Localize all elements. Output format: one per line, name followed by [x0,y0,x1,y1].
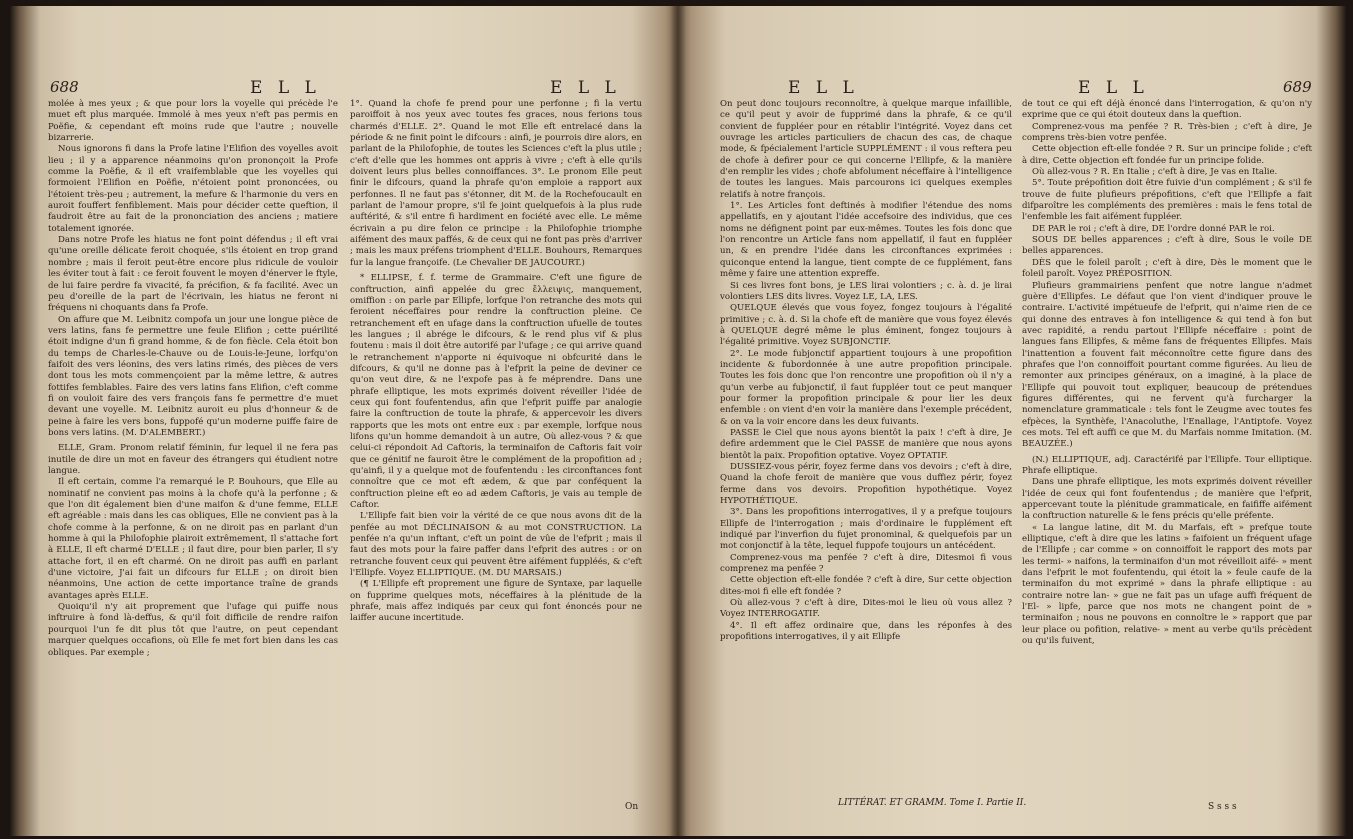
paragraph: Si ces livres font bons, je LES lirai volontiers ; c. à. d. je lirai volontiers LES dits livres. Voyez LE, LA, LES. [720,280,1012,302]
paragraph: DUSSIEZ-vous périr, foyez ferme dans vos devoirs ; c'eft à dire, Quand la chofe feroit de manière que vous duffiez périr, foyez ferme dans vos devoirs. Propofition hypothétique. Voyez HYPOTHÉTIQUE. [720,462,1012,507]
paragraph: On peut donc toujours reconnoître, à quelque marque infaillible, ce qu'il peut y avoir de fupprimé dans la phrafe, & ce qu'il convient de fuppléer pour en rétablir l'intégrité. Voyez dans cet ouvrage les articles particuliers de chacun des cas, de chaque mode, & fpécialement l'article SUPPLÉMENT : il vous reftera peu de chofe à defirer pour ce qui concerne l'Ellipfe, & la manière d'en remplir les vides ; chofe abfolument néceffaire à l'intelligence de toutes les langues. Mais parcourons ici quelques exemples relatifs à notre françois. [720,99,1012,200]
book-gutter [670,6,686,836]
left-page [10,6,678,836]
right-page-number: 689 [1283,78,1312,96]
paragraph: molée à mes yeux ; & que pour lors la voyelle qui précède l'e muet eft plus marquée. Immolé à mes yeux n'eft pas permis en Poëfie, & cependant eft moins rude que l'autre ; nouvelle bizarrerie. [48,99,338,144]
paragraph: Dans notre Profe les hiatus ne font point défendus ; il eft vrai qu'une oreille délicate feroit choquée, s'ils étoient en trop grand nombre ; mais il feroit peut-être encore plus ridicule de vouloir les éviter tout à fait : ce feroit fouvent le moyen d'énerver le ftyle, de lui faire perdre fa vivacité, fa précifion, & fa facilité. Avec un peu d'oreille de la part de l'écrivain, les hiatus ne feront ni fréquens ni choquants dans fa Profe. [48,235,338,314]
paragraph: Où allez-vous ? c'eft à dire, Dites-moi le lieu où vous allez ? Voyez INTERROGATIF. [720,598,1012,620]
open-book-spread [10,6,1346,836]
paragraph: Cette objection eft-elle fondée ? c'eft à dire, Sur cette objection dites-moi fi elle eft fondée ? [720,575,1012,597]
paragraph: de tout ce qui eft déjà énoncé dans l'interrogation, & qu'on n'y exprime que ce qui étoit douteux dans la queftion. [1022,99,1312,121]
paragraph: 3°. Dans les propofitions interrogatives, il y a prefque toujours Ellipfe de l'interrogation ; mais d'ordinaire le fupplément eft indiqué par l'inverfion du fujet pronominal, & quelquefois par un mot conjonctif à la tête, lequel fuppofe toujours un antécédent. [720,507,1012,552]
paragraph: Plufieurs grammairiens penfent que notre langue n'admet guère d'Ellipfes. Le défaut que l'on vient d'indiquer prouve le contraire. L'activité impétueufe de l'efprit, qui n'aime rien de ce qui donne des entraves à fon intelligence & qui tend à fon but avec rapidité, a rendu partout l'Ellipfe néceffaire : point de langues fans Ellipfes, & même fans de fréquentes Ellipfes. Mais l'inattention a fouvent fait méconnoître cette figure dans des phrafes que l'on connoiffoit pourtant comme figurées. Au lieu de remonter aux principes généraux, on a imaginé, à la place de l'Ellipfe qui pouvoit tout expliquer, beaucoup de prétendues figures différentes, qui ne fervent qu'à furcharger la nomenclature grammaticale : tels font le Zeugme avec toutes fes efpèces, la Synthèfe, l'Anacoluthe, l'Enallage, l'Antiptofe. Voyez ces mots. Tel eft auffi ce que M. du Marfais nomme Imitation. (M. BEAUZÉE.) [1022,280,1312,450]
paragraph: * ELLIPSE, f. f. terme de Grammaire. C'eft une figure de conftruction, ainfi appelée du grec ἔλλειψις, manquement, omiffion : on parle par Ellipfe, lorfque l'on retranche des mots qui feroient néceffaires pour rendre la conftruction pleine. Ce retranchement eft en ufage dans la conftruction ufuelle de toutes les langues ; il abrége le difcours, & le rend plus vif & plus foutenu : mais il doit être autorifé par l'ufage ; ce qui arrive quand le retranchement n'apporte ni équivoque ni obfcurité dans le difcours, & qu'il ne donne pas à l'efprit la peine de deviner ce qu'on veut dire, & ne l'expofe pas à fe méprendre. Dans une phrafe elliptique, les mots exprimés doivent réveiller l'idée de ceux qui font foufentendus, afin que l'efprit puiffe par analogie faire la conftruction de toute la phrafe, & appercevoir les divers rapports que les mots ont entre eux : par exemple, lorfque nous lifons qu'un homme demandoit à un autre, Où allez-vous ? & que celui-ci répondoit Ad Caftoris, la terminaifon de Caftoris fait voir que ce génitif ne fauroit être le complément de la propofition ad ; qu'ainfi, il y a quelque mot de foufentendu : les circonftances font connoître que ce mot eft ædem, & que par conféquent la conftruction pleine eft eo ad ædem Caftoris, je vais au temple de Caftor. [350,273,642,511]
right-page-column-2 [1022,99,1312,789]
left-page-column-1 [48,99,338,799]
paragraph: « La langue latine, dit M. du Marfais, eft » prefque toute elliptique, c'eft à dire que les latins » faifoient un fréquent ufage de l'Ellipfe ; car comme » on connoiffoit le rapport des mots par les termi- » naifons, la terminaifon d'un mot réveilloit aifé- » ment dans l'efprit le mot foufentendu, qui étoit la » feule caufe de la terminaifon du mot exprimé » dans la phrafe elliptique : au contraire notre lan- » gue ne fait pas un ufage auffi fréquent de l'El- » lipfe, parce que nos mots ne changent point de » terminaifon ; nous ne pouvons en connoître le » rapport que par leur place ou pofition, relative- » ment au verbe qu'ils précèdent ou qu'ils fuivent, [1022,522,1312,647]
paragraph: (¶ L'Ellipfe eft proprement une figure de Syntaxe, par laquelle on fupprime quelques mots, néceffaires à la plénitude de la phrafe, mais affez indiqués par ceux qui font énoncés pour ne laiffer aucune incertitude. [350,579,642,624]
paragraph: 4°. Il eft affez ordinaire que, dans les réponfes à des propofitions interrogatives, il y ait Ellipfe [720,620,1012,643]
paragraph: Où allez-vous ? R. En Italie ; c'eft à dire, Je vas en Italie. [1032,167,1278,178]
paragraph: 2°. Le mode fubjonctif appartient toujours à une propofition incidente & fubordonnée à une autre propofition principale. Toutes les fois donc que l'on rencontre une propofition où il n'y a qu'un verbe au fubjonctif, il faut fuppléer tout ce peut manquer pour former la propofition principale & pour lier les deux enfemble : on vient d'en voir la manière dans l'exemple précédent, & on va la voir encore dans les deux fuivants. [720,348,1012,427]
catchword: On [625,802,639,812]
right-running-header-left: E L L [788,78,859,98]
left-running-header-left: E L L [250,78,321,98]
paragraph: QUELQUE élevés que vous foyez, fongez toujours à l'égalité primitive ; c. à. d. Si la chofe eft de manière que vous foyez élevés à QUELQUE degré même le plus éminent, fongez toujours à l'égalité primitive. Voyez SUBJONCTIF. [720,303,1012,348]
paragraph: ELLE, Gram. Pronom relatif féminin, fur lequel il ne fera pas inutile de dire un mot en faveur des étrangers qui étudient notre langue. [48,443,338,476]
paragraph: 1°. Les Articles font deftinés à modifier l'étendue des noms appellatifs, en y ajoutant l'idée accefsoire des individus, que ces noms ne défignent point par eux-mêmes. Toutes les fois donc que l'on rencontre un Article fans nom appellatif, il faut en fuppléer un, & en prendre l'idée dans les circonftances exprimées : quiconque entend la langue, tient compte de ce fupplément, fans même y faire une attention expreffe. [720,201,1012,280]
right-page [678,6,1346,836]
paragraph: SOUS DE belles apparences ; c'eft à dire, Sous le voile DE belles apparences. [1022,235,1312,257]
left-page-column-2 [350,99,642,789]
paragraph: Il eft certain, comme l'a remarqué le P. Bouhours, que Elle au nominatif ne convient pas moins à la chofe qu'à la perfonne ; & que l'on dit également bien d'une maifon & d'une femme, ELLE eft agréable : mais dans les cas obliques, Elle ne convient pas à la chofe comme à la perfonne, & on ne diroit pas en parlant d'un homme à qui la Philofophie plairoit extrêmement, Il s'attache fort à ELLE, Il eft charmé D'ELLE ; il faut dire, pour bien parler, Il s'y attache fort, il en eft charmé. On ne diroit pas auffi en parlant d'une victoire, J'ai fait un difcours fur ELLE ; on diroit bien néanmoins, Une action de cette importance traîne de grands avantages après ELLE. [48,477,338,601]
printer-footer: LITTÉRAT. ET GRAMM. Tome I. Partie II. [838,798,1027,808]
right-running-header-right: E L L [1078,78,1149,98]
paragraph: Quoiqu'il n'y ait proprement que l'ufage qui puiffe nous inftruire à fond là-deffus, & qu'il foit difficile de rendre raifon pourquoi l'un fe dit plus tôt que l'autre, on peut cependant marquer quelques occafions, où Elle fe met fort bien dans les cas obliques. Par exemple ; [48,602,338,658]
paragraph: PASSE le Ciel que nous ayons bientôt la paix ! c'eft à dire, Je defire ardemment que le Ciel PASSE de manière que nous ayons bientôt la paix. Propofition optative. Voyez OPTATIF. [720,427,1012,461]
paragraph: 5°. Toute prépofition doit être fuivie d'un complément ; & s'il fe trouve de fuite plufieurs prépofitions, c'eft que l'Ellipfe a fait difparoître les compléments des premières : mais le fens total de l'enfemble les fait aifément fuppléer. [1022,178,1312,223]
paragraph: L'Ellipfe fait bien voir la vérité de ce que nous avons dit de la penfée au mot DÉCLINAISON & au mot CONSTRUCTION. La penfée n'a qu'un inftant, c'eft un point de vûe de l'efprit ; mais il faut des mots pour la faire paffer dans l'efprit des autres : or on retranche fouvent ceux qui peuvent être aifément fuppléés, & c'eft l'Ellipfe. Voyez ELLIPTIQUE. (M. DU MARSAIS.) [350,511,642,579]
paragraph: DE PAR le roi ; c'eft à dire, DE l'ordre donné PAR le roi. [1032,223,1275,234]
paragraph: 1°. Quand la chofe fe prend pour une perfonne ; fi la vertu paroiffoit à nos yeux avec toutes fes graces, nous ferions tous charmés d'ELLE. 2°. Quand le mot Elle eft entrelacé dans la période & ne finit point le difcours : ainfi, je pourrois dire alors, en parlant de la Philofophie, de toutes les Sciences c'eft la plus utile ; c'eft d'elle que les hommes ont appris à vivre ; c'eft à elle qu'ils doivent leurs plus belles connoiffances. 3°. Le pronom Elle peut finir le difcours, quand la phrafe qu'on emploie a rapport aux perfonnes. Il ne faut pas s'étonner, dit M. de la Rochefoucault en parlant de l'amour propre, s'il fe joint quelquefois à la plus rude auftérité, & s'il entre fi hardiment en fociété avec elle. Le même écrivain a pu dire felon ce principe : la Philofophie triomphe aifément des maux paffés, & de ceux qui ne font pas près d'arriver ; mais les maux préfens triomphent d'ELLE. Bouhours, Remarques fur la langue françoife. (Le Chevalier DE JAUCOURT.) [350,99,642,268]
right-page-column-1 [720,99,1012,789]
paragraph: Dans une phrafe elliptique, les mots exprimés doivent réveiller l'idée de ceux qui font foufentendus ; de manière que l'efprit, appercevant toute la plénitude grammaticale, en faififfe aifément la conftruction naturelle & le fens précis qu'elle préfente. [1022,477,1312,522]
left-running-header-right: E L L [550,78,621,98]
paragraph: Cette objection eft-elle fondée ? R. Sur un principe folide ; c'eft à dire, Cette objection eft fondée fur un principe folide. [1022,144,1312,166]
left-page-number: 688 [50,78,79,96]
signature-mark: S s s s [1208,802,1237,812]
paragraph: Comprenez-vous ma penfée ? R. Très-bien ; c'eft à dire, Je comprens très-bien votre penfée. [1022,121,1312,144]
paragraph: DÈS que le foleil paroît ; c'eft à dire, Dès le moment que le foleil paroît. Voyez PRÉPOSITION. [1022,257,1312,280]
paragraph: Comprenez-vous ma penfée ? c'eft à dire, Ditesmoi fi vous comprenez ma penfée ? [720,552,1012,575]
paragraph: On affure que M. Leibnitz compofa un jour une longue pièce de vers latins, fans fe permettre une feule Elifion ; cette puérilité étoit indigne d'un fi grand homme, & de fon fiècle. Cela étoit bon du temps de Charles-le-Chauve ou de Louis-le-Jeune, lorfqu'on faifoit des vers léonins, des vers latins rimés, des pièces de vers dont tous les mots commençoient par la même lettre, & autres fottifes femblables. Faire des vers latins fans Elifion, c'eft comme fi on vouloit faire des vers françois fans fe permettre d'e muet devant une voyelle. M. Leibnitz auroit eu plus d'honneur & de peine à faire les vers bons, fuppofé qu'un moderne puiffe faire de bons vers latins. (M. D'ALEMBERT.) [48,314,338,438]
paragraph: Nous ignorons fi dans la Profe latine l'Elifion des voyelles avoit lieu ; il y a apparence néanmoins qu'on prononçoit la Profe comme la Poëfie, & il eft vraifemblable que les voyelles qui formoient l'Elifion en Poëfie, n'étoient point prononcées, ou l'étoient très-peu ; autrement, la mefure & l'harmonie du vers en auroit fouffert fenfiblement. Mais pour décider cette queftion, il faudroit être au fait de la prononciation des anciens ; matiere totalement ignorée. [48,144,338,234]
paragraph: (N.) ELLIPTIQUE, adj. Caractérifé par l'Ellipfe. Tour elliptique. Phrafe elliptique. [1022,454,1312,476]
